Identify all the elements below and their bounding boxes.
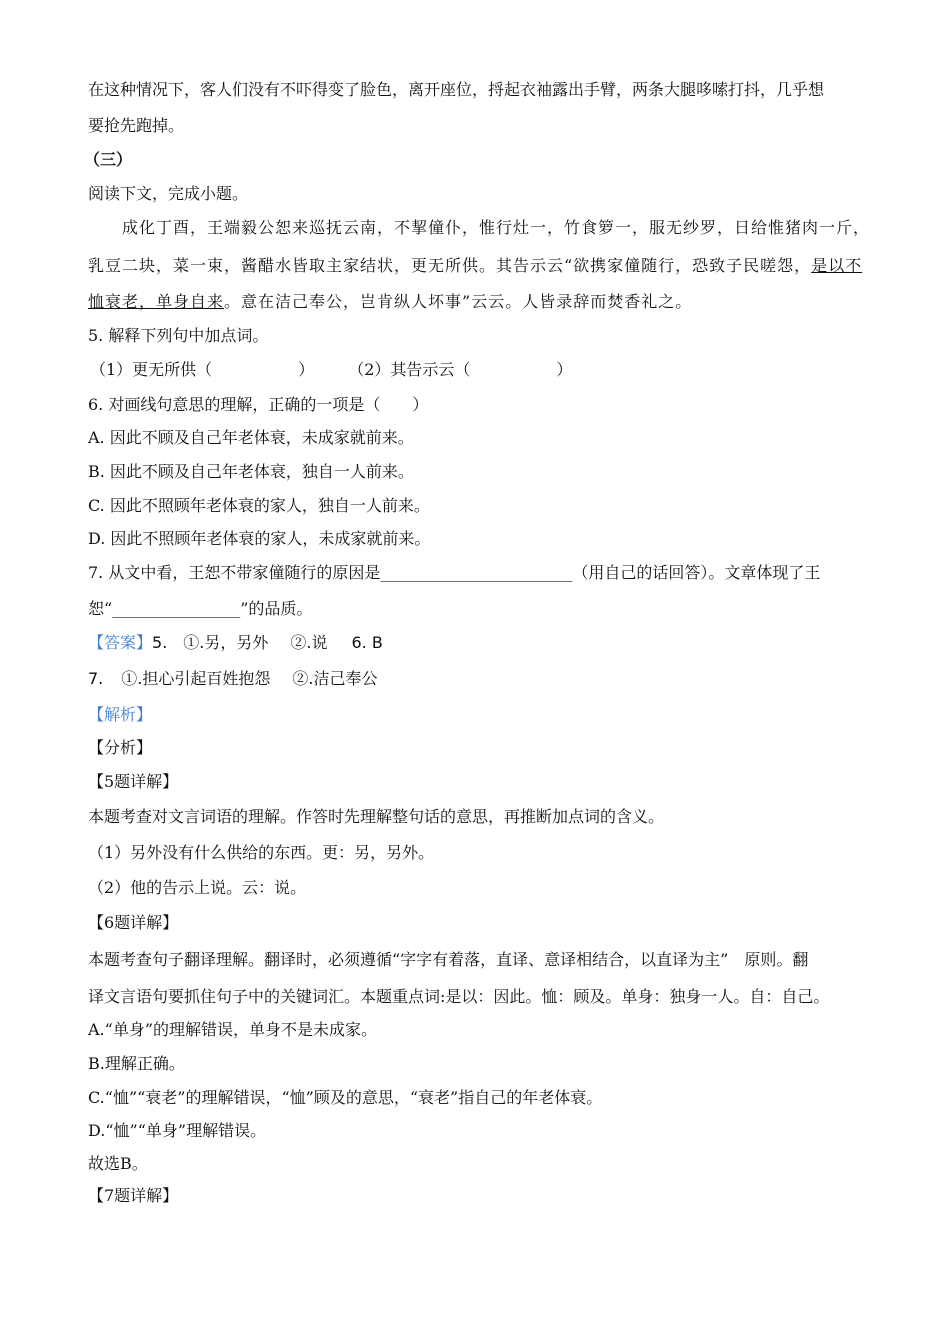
q7-text: ”的品质。 <box>240 599 313 618</box>
paragraph-line: 在这种情况下，客人们没有不吓得变了脸色，离开座位，捋起衣袖露出手臂，两条大腿哆嗦打抖，几乎想 <box>88 80 825 99</box>
underlined-sentence: 是以不 <box>811 256 863 275</box>
underlined-sentence: 恤衰老，单身自来 <box>88 292 225 311</box>
explanation-line: 故选B。 <box>88 1154 148 1173</box>
answer-item: ①.担心引起百姓抱怨 <box>121 669 271 688</box>
answer-item: 6. B <box>351 633 383 652</box>
option-b: B. 因此不顾及自己年老体衰，独自一人前来。 <box>88 462 414 481</box>
explanation-line: （2）他的告示上说。云：说。 <box>88 878 307 897</box>
answer-item: ②.说 <box>290 633 328 652</box>
answer-item: ②.洁己奉公 <box>292 669 378 688</box>
answer-number: 5. <box>152 633 168 652</box>
option-c: C. 因此不照顾年老体衰的家人，独自一人前来。 <box>88 496 430 515</box>
explanation-line: A.“单身”的理解错误，单身不是未成家。 <box>88 1020 378 1039</box>
passage-line: 成化丁酉，王端毅公恕来巡抚云南，不挈僮仆，惟行灶一，竹食箩一，服无纱罗，日给惟猪肉一斤， <box>122 218 871 237</box>
option-d: D. 因此不照顾年老体衰的家人，未成家就前来。 <box>88 529 431 548</box>
q7-text: 恕“ <box>88 599 113 618</box>
analysis-tag: 【解析】 <box>88 705 153 724</box>
explanation-line: D.“恤”“单身”理解错误。 <box>88 1121 267 1140</box>
section-heading: 【6题详解】 <box>88 913 179 932</box>
answer-tag: 【答案】 <box>88 633 153 652</box>
explanation-line: （1）另外没有什么供给的东西。更：另，另外。 <box>88 843 435 862</box>
explanation-line: C.“恤”“衰老”的理解错误，“恤”顾及的意思，“衰老”指自己的年老体衰。 <box>88 1088 603 1107</box>
passage-text: 。意在洁己奉公，岂肯纵人坏事”云云。人皆录辞而焚香礼之。 <box>224 292 693 311</box>
question-6-stem: 6. 对画线句意思的理解，正确的一项是（ ） <box>88 395 429 414</box>
question-5-items <box>90 362 572 378</box>
option-a: A. 因此不顾及自己年老体衰，未成家就前来。 <box>88 428 414 447</box>
section-heading: 【5题详解】 <box>88 772 179 791</box>
answer-line <box>88 671 377 687</box>
section-heading: 【7题详解】 <box>88 1186 179 1205</box>
question-5-stem: 5. 解释下列句中加点词。 <box>88 326 269 345</box>
passage-text: 乳豆二块，菜一束，酱醋水皆取主家结状，更无所供。其告示云“欲携家僮随行，恐致子民嗟怨， <box>88 256 812 275</box>
answer-item: ①.另，另外 <box>183 633 269 652</box>
q7-text: 7. 从文中看，王恕不带家僮随行的原因是 <box>88 563 381 582</box>
section-title: （三） <box>84 150 133 169</box>
section-heading: 【分析】 <box>88 738 153 757</box>
answer-line <box>88 635 383 651</box>
instruction: 阅读下文，完成小题。 <box>88 184 249 203</box>
paragraph-line: 要抢先跑掉。 <box>88 116 185 135</box>
q7-text: （用自己的话回答）。文章体现了王 <box>572 563 821 582</box>
answer-blank: ________________________ <box>380 563 573 582</box>
q5-item-2: （2）其告示云（ <box>348 360 471 379</box>
question-7-line <box>88 565 820 581</box>
explanation-line: 译文言语句要抓住句子中的关键词汇。本题重点词:是以：因此。恤：顾及。单身：独身一人。自：自己。 <box>88 987 830 1006</box>
passage-line <box>88 258 862 274</box>
q5-item-2-close: ） <box>556 360 573 379</box>
q5-item-1-close: ） <box>298 360 315 379</box>
explanation-line: B.理解正确。 <box>88 1054 185 1073</box>
question-7-line <box>88 601 312 617</box>
explanation-line: 本题考查对文言词语的理解。作答时先理解整句话的意思，再推断加点词的含义。 <box>88 807 665 826</box>
explanation-line: 本题考查句子翻译理解。翻译时，必须遵循“字字有着落，直译、意译相结合，以直译为主” 原则。翻 <box>88 950 809 969</box>
answer-blank: ________________ <box>112 599 241 618</box>
passage-line <box>88 294 692 310</box>
q5-item-1: （1）更无所供（ <box>90 360 213 379</box>
answer-number: 7. <box>88 669 104 688</box>
